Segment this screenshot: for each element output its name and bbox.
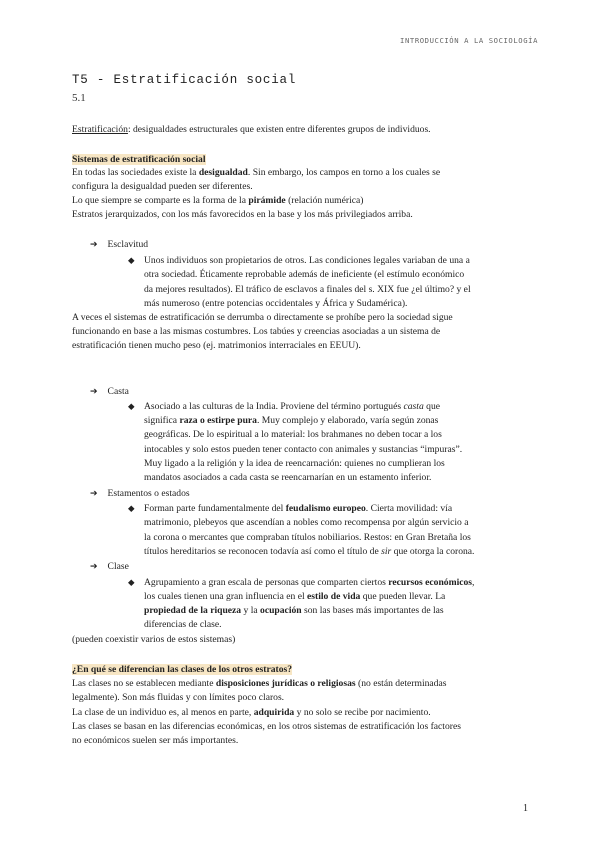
text-line: no económicos suelen ser más importantes. [72,735,239,746]
text-line: intocables y solo estos pueden tener contacto con animales y sustancias “impuras”. [144,444,463,455]
text-line: A veces el sistemas de estratificación se derrumba o directamente se prohíbe pero la sociedad sigue [72,312,453,323]
text-line: Lo que siempre se comparte es la forma de la pirámide (relación numérica) [72,195,364,206]
text-line: En todas las sociedades existe la desigualdad. Sin embargo, los campos en torno a los cuales se [72,167,441,178]
text-line: Asociado a las culturas de la India. Proviene del término portugués casta que [144,401,441,412]
list-item-esclavitud: ➔ Esclavitud [90,239,149,250]
text-line: legalmente). Son más fluidas y con límites poco claros. [72,692,285,703]
arrow-icon: ➔ [90,562,98,572]
text-line: funcionando en base a las mismas costumbres. Los tabúes y creencias asociadas a un sistema de [72,326,441,337]
heading-sistemas: Sistemas de estratificación social [72,154,206,165]
heading-diferencias: ¿En qué se diferencian las clases de los otros estratos? [72,664,293,675]
page-title: T5 - Estratificación social [72,73,297,87]
arrow-icon: ➔ [90,387,98,397]
text-line: geográficas. De lo espiritual a lo material: los brahmanes no deben tocar a los [144,429,442,440]
text-line: Forman parte fundamentalmente del feudalismo europeo. Cierta movilidad: vía [144,503,453,514]
text-line: Estratos jerarquizados, con los más favorecidos en la base y los más privilegiados arriba. [72,209,413,220]
text-line: los cuales tienen una gran influencia en el estilo de vida que pueden llevar. La [144,591,446,602]
text-line: significa raza o estirpe pura. Muy complejo y elaborado, varía según zonas [144,415,439,426]
section-number: 5.1 [72,92,86,104]
text-line: Muy ligado a la religión y la idea de reencarnación: quienes no cumplieran los [144,458,445,469]
text-line: mandatos asociados a cada casta se reencarnarían en un estamento inferior. [144,472,432,483]
text-line: otra sociedad. Éticamente reprobable además de ineficiente (el estímulo económico [144,269,465,280]
text-line: diferencias de clase. [144,619,222,630]
text-line: estratificación tienen mucho peso (ej. matrimonios interraciales en EEUU). [72,340,361,351]
arrow-icon: ➔ [90,240,98,250]
page-number: 1 [523,803,528,814]
list-item-clase: ➔ Clase [90,561,129,572]
bullet-icon: ◆ [128,577,135,587]
text-line: (pueden coexistir varios de estos sistemas) [72,634,236,645]
text-line: Agrupamiento a gran escala de personas que comparten ciertos recursos económicos, [144,577,475,588]
arrow-icon: ➔ [90,489,98,499]
text-line: matrimonio, plebeyos que ascendían a nobles como recompensa por algún servicio a [144,517,469,528]
intro-definition: Estratificación: desigualdades estructurales que existen entre diferentes grupos de individuos. [72,124,431,135]
text-line: configura la desigualdad pueden ser diferentes. [72,181,253,192]
text-line: Las clases se basan en las diferencias económicas, en los otros sistemas de estratificación los factores [72,721,461,732]
text-line: títulos hereditarios se reconocen todavía así como el título de sir que otorga la corona. [144,546,475,557]
list-item-estamentos: ➔ Estamentos o estados [90,488,190,499]
text-line: la corona o mercantes que compraban títulos nobiliarios. Restos: en Gran Bretaña los [144,532,471,543]
text-line: La clase de un individuo es, al menos en parte, adquirida y no solo se recibe por nacimiento. [72,707,431,718]
text-line: propiedad de la riqueza y la ocupación son las bases más importantes de las [144,605,444,616]
text-line: da mejores resultados). El tráfico de esclavos a finales del s. XIX fue ¿el último? y el [144,284,471,295]
term-estratificacion: Estratificación [72,124,128,135]
text-line: más numeroso (entre potencias occidentales y África y Sudamérica). [144,298,408,309]
running-header: INTRODUCCIÓN A LA SOCIOLOGÍA [400,36,538,45]
list-item-casta: ➔ Casta [90,386,129,397]
bullet-icon: ◆ [128,401,135,411]
text-line: Unos individuos son propietarios de otros. Las condiciones legales variaban de una a [144,255,470,266]
text-line: Las clases no se establecen mediante disposiciones jurídicas o religiosas (no están determinadas [72,678,447,689]
bullet-icon: ◆ [128,503,135,513]
bullet-icon: ◆ [128,255,135,265]
